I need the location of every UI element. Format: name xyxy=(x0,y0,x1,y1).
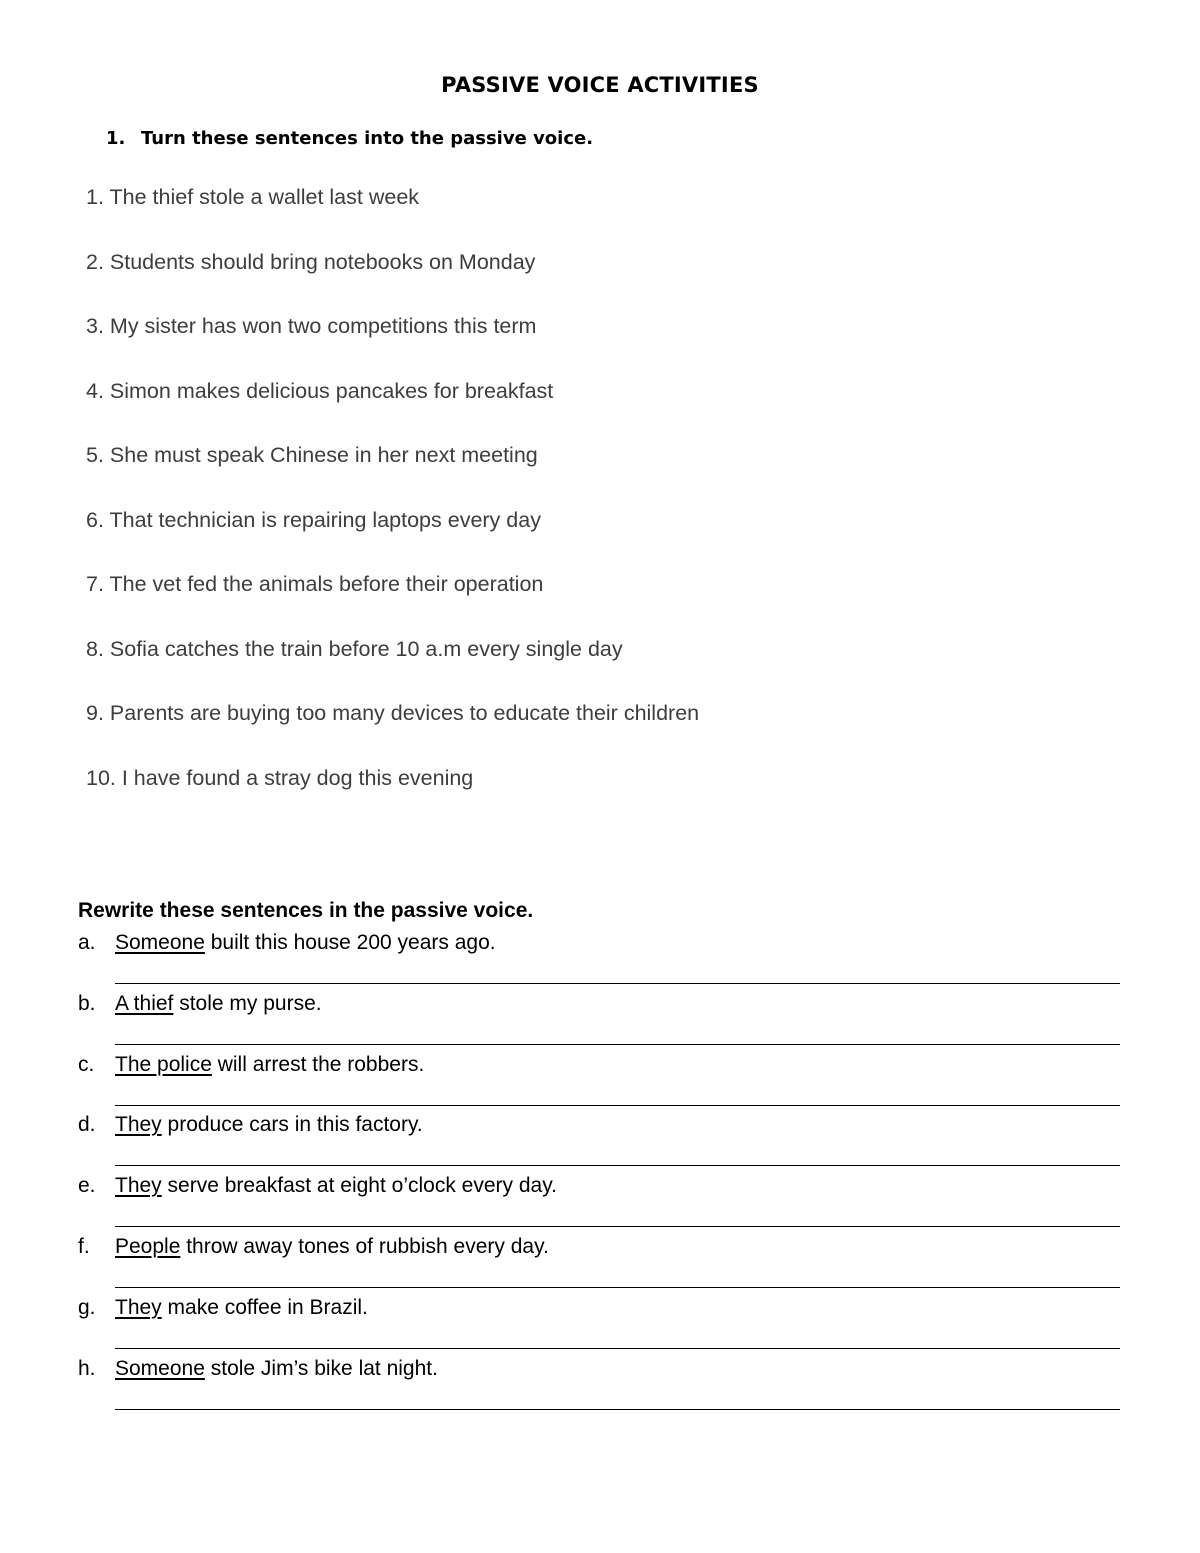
item-sentence xyxy=(115,1293,368,1323)
item-subject: Someone xyxy=(115,931,205,954)
answer-line[interactable] xyxy=(115,1165,1120,1166)
item-subject: They xyxy=(115,1113,162,1137)
section2-heading: Rewrite these sentences in the passive voice. xyxy=(78,899,534,922)
item-sentence xyxy=(115,1171,557,1201)
item-rest: stole Jim’s bike lat night. xyxy=(204,1356,438,1380)
item-rest: will arrest the robbers. xyxy=(211,1052,425,1076)
item-letter: c. xyxy=(78,1052,95,1076)
section1-heading xyxy=(106,128,593,149)
item-rest: make coffee in Brazil. xyxy=(161,1295,368,1319)
answer-line[interactable] xyxy=(115,1348,1120,1349)
exercise-item xyxy=(78,1293,1120,1354)
exercise-item xyxy=(78,1232,1120,1293)
list-item: 1. The thief stole a wallet last week xyxy=(86,185,420,209)
item-sentence xyxy=(115,928,496,958)
answer-line[interactable] xyxy=(115,1105,1120,1106)
page-title: PASSIVE VOICE ACTIVITIES xyxy=(441,73,759,97)
list-item: 2. Students should bring notebooks on Monday xyxy=(86,249,536,274)
list-item: 8. Sofia catches the train before 10 a.m every single day xyxy=(86,636,623,661)
section2-list xyxy=(78,928,1120,1414)
item-rest: serve breakfast at eight o’clock every day. xyxy=(161,1174,557,1198)
item-sentence xyxy=(115,1110,423,1140)
item-sentence xyxy=(115,1232,549,1262)
item-sentence xyxy=(115,1050,424,1080)
item-rest: throw away tones of rubbish every day. xyxy=(180,1234,549,1258)
list-item: 9. Parents are buying too many devices to educate their children xyxy=(86,701,700,725)
item-subject: Someone xyxy=(115,1356,205,1380)
item-letter: g. xyxy=(78,1295,96,1319)
exercise-item xyxy=(78,1171,1120,1232)
answer-line[interactable] xyxy=(115,1226,1120,1227)
section1-heading-text: Turn these sentences into the passive voice. xyxy=(141,128,594,149)
item-subject: A thief xyxy=(115,991,174,1015)
list-item: 10. I have found a stray dog this evening xyxy=(86,765,474,790)
list-item: 4. Simon makes delicious pancakes for breakfast xyxy=(86,378,554,403)
item-rest: built this house 200 years ago. xyxy=(204,931,496,954)
item-subject: They xyxy=(115,1295,162,1319)
exercise-item xyxy=(78,1110,1120,1171)
item-rest: produce cars in this factory. xyxy=(161,1113,423,1137)
list-item: 7. The vet fed the animals before their operation xyxy=(86,572,544,596)
item-letter: d. xyxy=(78,1113,96,1137)
item-subject: People xyxy=(115,1234,181,1258)
item-rest: stole my purse. xyxy=(173,991,322,1015)
answer-line[interactable] xyxy=(115,983,1120,984)
list-item: 3. My sister has won two competitions this term xyxy=(86,314,537,338)
exercise-item xyxy=(78,1050,1120,1111)
section1-list xyxy=(86,182,699,827)
item-letter: f. xyxy=(78,1234,90,1258)
item-letter: h. xyxy=(78,1356,96,1380)
item-letter: a. xyxy=(78,931,96,954)
item-letter: b. xyxy=(78,991,96,1015)
item-subject: The police xyxy=(115,1052,212,1076)
answer-line[interactable] xyxy=(115,1287,1120,1288)
answer-line[interactable] xyxy=(115,1409,1120,1410)
exercise-item xyxy=(78,1354,1120,1415)
item-subject: They xyxy=(115,1174,162,1198)
exercise-item xyxy=(78,989,1120,1050)
answer-line[interactable] xyxy=(115,1044,1120,1045)
list-item: 5. She must speak Chinese in her next meeting xyxy=(86,443,538,467)
item-letter: e. xyxy=(78,1174,96,1198)
exercise-item xyxy=(78,928,1120,989)
item-sentence xyxy=(115,989,322,1019)
section1-number: 1. xyxy=(106,128,126,149)
list-item: 6. That technician is repairing laptops every day xyxy=(86,507,541,532)
item-sentence xyxy=(115,1354,438,1384)
